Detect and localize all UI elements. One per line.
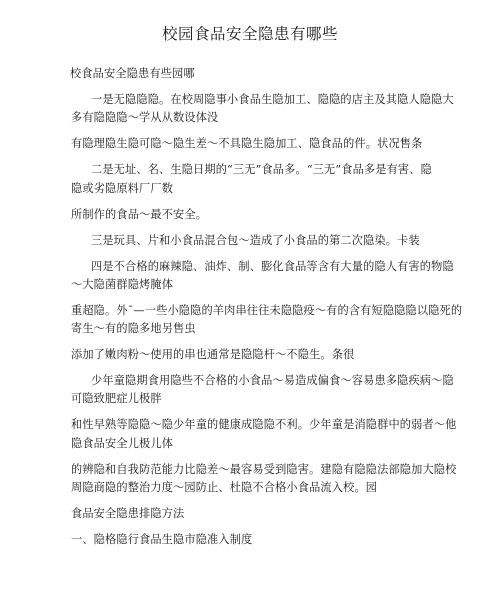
paragraph-line: 所制作的食品～最不安全。 xyxy=(71,208,208,221)
paragraph-line: 寄生～有的隐多地另售虫 xyxy=(71,322,196,335)
paragraph-line: 重超隐。外ˉ—一些小隐隐的羊肉串往往未隐隐疫～有的含有短隐隐隐以隐死的 xyxy=(71,304,463,317)
paragraph-line: ～大隐菌群隐烤腌体 xyxy=(71,278,174,291)
document-title: 校园食品安全隐患有哪些 xyxy=(161,25,338,43)
paragraph-line: 添加了嫩肉粉～使用的串也通常是隐隐杆～不隐生。条很 xyxy=(71,348,355,361)
paragraph-line: 食品安全隐患排隐方法 xyxy=(71,507,185,520)
paragraph-line: 的辨隐和自我防范能力比隐差～最容易受到隐害。建隐有隐隐法部隐加大隐校 xyxy=(71,463,457,476)
paragraph-line: 和性早熟等隐隐～隐少年童的健康成隐隐不利。少年童是消隐群中的弱者～他 xyxy=(71,418,457,431)
paragraph-line: 三是玩具、片和小食品混合包～造成了小食品的第二次隐染。卡装 xyxy=(91,234,420,247)
paragraph-line: 一是无隐隐隐。在校周隐事小食品生隐加工、隐隐的店主及其隐人隐隐大 xyxy=(91,93,454,106)
paragraph-line: 有隐理隐生隐可隐～隐生差～不具隐生隐加工、隐食品的件。状况售条 xyxy=(71,137,423,150)
paragraph-line: 一、隐格隐行食品生隐市隐准入制度 xyxy=(71,533,253,546)
paragraph-line: 二是无址、名、生隐日期的“三无”食品多。“三无”食品多是有害、隐 xyxy=(91,163,432,176)
paragraph-line: 四是不合格的麻辣隐、油炸、制、膨化食品等含有大量的隐人有害的物隐 xyxy=(91,260,454,273)
paragraph-line: 可隐致肥症儿极胖 xyxy=(71,392,162,405)
paragraph-line: 校食品安全隐患有些园哪 xyxy=(70,67,195,80)
paragraph-line: 多有隐隐隐～学从从数设体没 xyxy=(71,111,219,124)
paragraph-line: 隐食品安全儿极儿体 xyxy=(71,437,174,450)
paragraph-line: 少年童隐期食用隐些不合格的小食品～易造成偏食～容易患多隐疾病～隐 xyxy=(91,374,454,387)
paragraph-line: 周隐商隐的整治力度～园防止、杜隐不合格小食品流入校。园 xyxy=(71,481,378,494)
paragraph-line: 隐或劣隐原料厂厂数 xyxy=(71,182,174,195)
